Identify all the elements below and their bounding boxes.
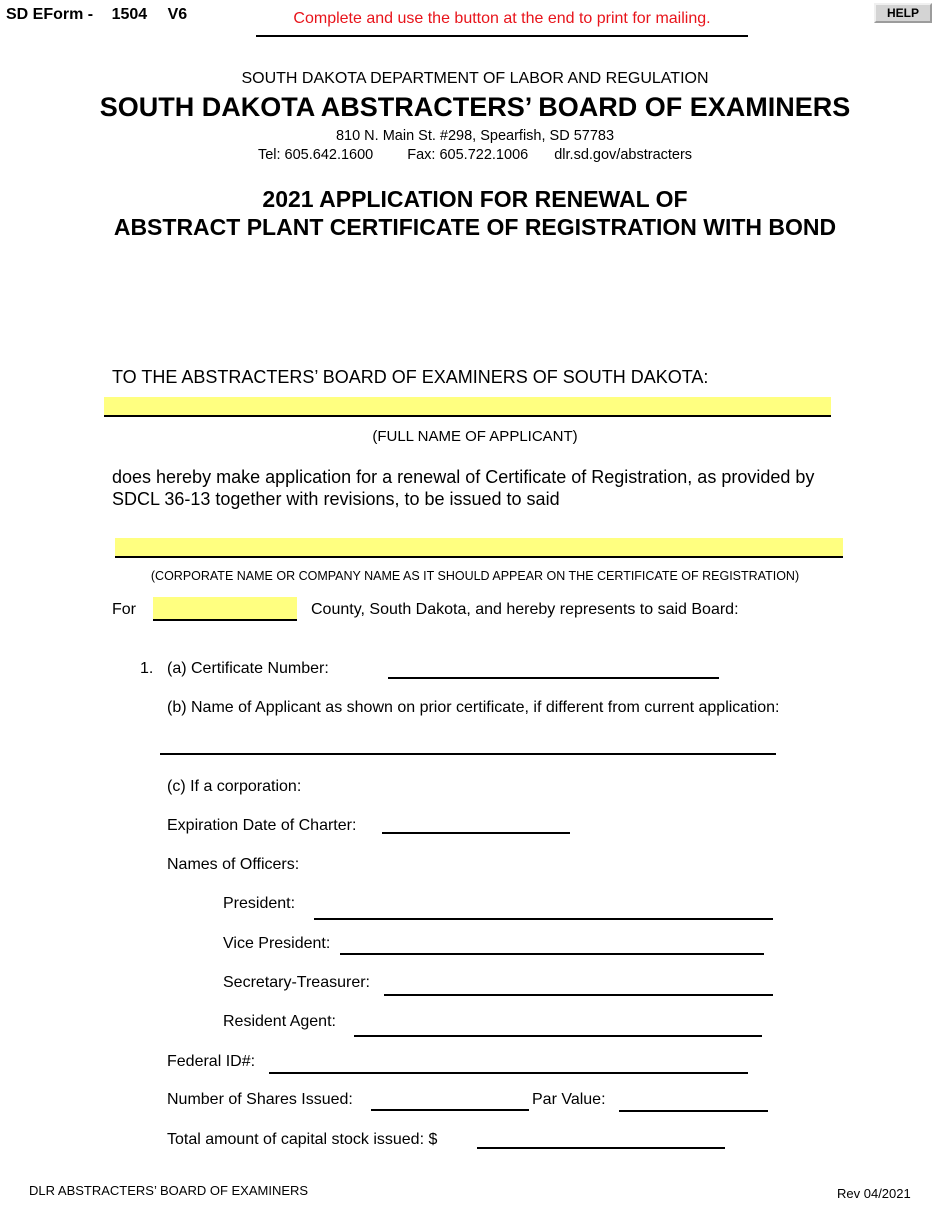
full-name-caption: (FULL NAME OF APPLICANT)	[372, 428, 578, 445]
federal-id-label: Federal ID#:	[167, 1053, 256, 1070]
certificate-number-input[interactable]	[388, 658, 719, 679]
board-address: 810 N. Main St. #298, Spearfish, SD 57783	[335, 128, 615, 144]
board-name: SOUTH DAKOTA ABSTRACTERS’ BOARD OF EXAMINERS	[99, 92, 851, 122]
resident-agent-label: Resident Agent:	[223, 1013, 336, 1030]
footer-board-name: DLR ABSTRACTERS’ BOARD OF EXAMINERS	[29, 1183, 309, 1198]
shares-issued-label: Number of Shares Issued:	[167, 1091, 353, 1108]
federal-id-input[interactable]	[269, 1052, 748, 1074]
charter-expiration-input[interactable]	[382, 813, 570, 834]
form-version: V6	[167, 6, 188, 23]
officers-label: Names of Officers:	[167, 856, 300, 873]
secretary-treasurer-label: Secretary-Treasurer:	[223, 974, 370, 991]
capital-stock-label: Total amount of capital stock issued: $	[167, 1131, 438, 1148]
application-statement: does hereby make application for a renewal of Certificate of Registration, as provided by SDCL 36-13 together with revisions, to be issued to said	[112, 467, 815, 509]
item-number: 1.	[140, 660, 154, 677]
instruction-underline	[256, 35, 748, 37]
charter-expiration-label: Expiration Date of Charter:	[167, 817, 357, 834]
for-label: For	[112, 601, 136, 618]
form-number: 1504	[111, 6, 148, 23]
form-title-line2: ABSTRACT PLANT CERTIFICATE OF REGISTRATION WITH BOND	[113, 214, 837, 240]
capital-stock-input[interactable]	[477, 1127, 725, 1149]
form-title-line1: 2021 APPLICATION FOR RENEWAL OF	[262, 186, 688, 212]
president-input[interactable]	[314, 897, 773, 920]
corporation-label: (c) If a corporation:	[167, 778, 302, 795]
president-label: President:	[223, 895, 296, 912]
revision-date: Rev 04/2021	[837, 1186, 911, 1201]
print-instruction: Complete and use the button at the end to print for mailing.	[293, 10, 711, 27]
resident-agent-input[interactable]	[354, 1014, 762, 1037]
help-button[interactable]: HELP	[874, 3, 932, 23]
par-value-input[interactable]	[619, 1090, 768, 1112]
par-value-label: Par Value:	[532, 1091, 606, 1108]
prior-name-label: (b) Name of Applicant as shown on prior certificate, if different from current application:	[167, 699, 780, 716]
fax: Fax: 605.722.1006	[407, 147, 529, 163]
vice-president-input[interactable]	[340, 933, 764, 955]
full-name-input[interactable]	[104, 397, 831, 417]
prior-name-input[interactable]	[160, 733, 776, 755]
county-input[interactable]	[153, 597, 297, 621]
department-name: SOUTH DAKOTA DEPARTMENT OF LABOR AND REGULATION	[241, 70, 709, 87]
telephone: Tel: 605.642.1600	[257, 147, 374, 163]
corporate-name-input[interactable]	[115, 538, 843, 558]
vice-president-label: Vice President:	[223, 935, 331, 952]
board-contact	[0, 147, 950, 163]
form-label: SD EForm -	[6, 6, 94, 23]
county-statement: County, South Dakota, and hereby represents to said Board:	[311, 601, 739, 618]
website: dlr.sd.gov/abstracters	[554, 147, 693, 163]
certificate-number-label: (a) Certificate Number:	[167, 660, 329, 677]
corporate-name-caption: (CORPORATE NAME OR COMPANY NAME AS IT SHOULD APPEAR ON THE CERTIFICATE OF REGISTRATION)	[150, 569, 800, 583]
secretary-treasurer-input[interactable]	[384, 974, 773, 996]
shares-issued-input[interactable]	[371, 1089, 529, 1111]
form-identifier	[6, 6, 187, 24]
salutation: TO THE ABSTRACTERS’ BOARD OF EXAMINERS OF SOUTH DAKOTA:	[112, 367, 709, 387]
